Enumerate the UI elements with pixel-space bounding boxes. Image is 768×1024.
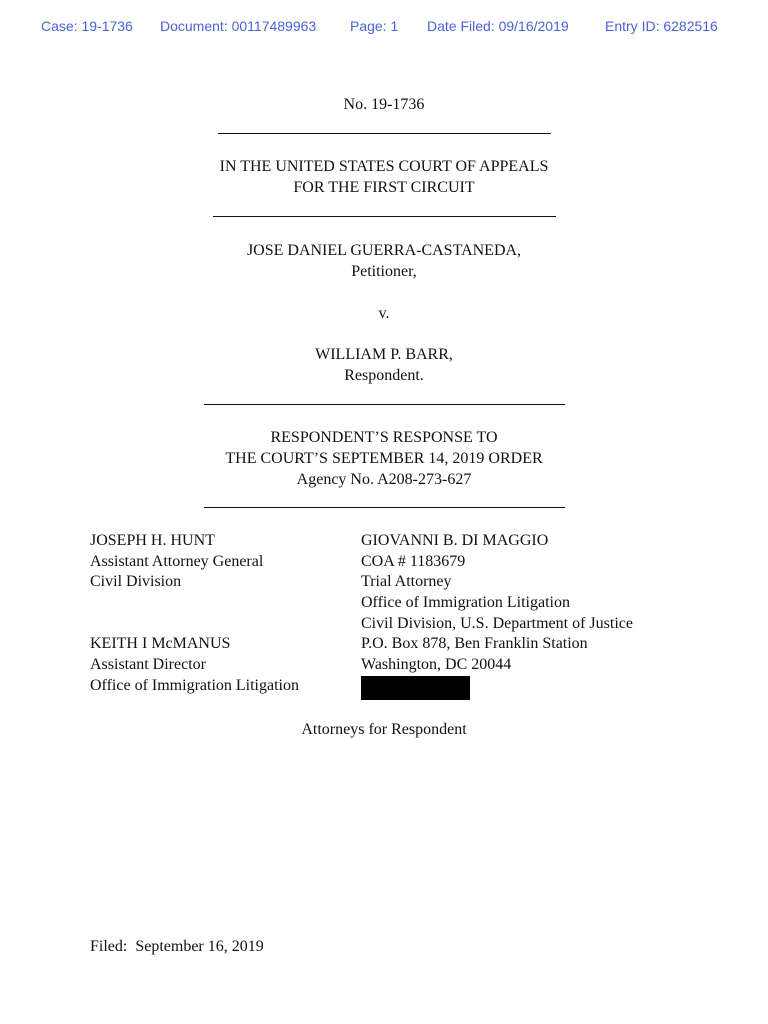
right-counsel-line: Civil Division, U.S. Department of Justice [361, 614, 633, 632]
right-counsel-line: GIOVANNI B. DI MAGGIO [361, 532, 549, 549]
left-counsel-line: Assistant Director [90, 656, 206, 674]
divider-rule [204, 404, 565, 405]
header-page: Page: 1 [350, 18, 399, 34]
agency-number: Agency No. A208-273-627 [296, 471, 472, 488]
petitioner-name: JOSE DANIEL GUERRA-CASTANEDA, [246, 242, 522, 259]
attorneys-for: Attorneys for Respondent [301, 721, 467, 738]
respondent-name: WILLIAM P. BARR, [315, 346, 453, 363]
left-counsel-spacer [90, 614, 299, 635]
right-counsel-line: Trial Attorney [361, 573, 452, 591]
filed-date: Filed: September 16, 2019 [90, 938, 264, 955]
left-counsel-line: KEITH I McMANUS [90, 635, 231, 653]
title-line-1: RESPONDENT’S RESPONSE TO [270, 429, 498, 446]
divider-rule [204, 507, 565, 508]
respondent-role: Respondent. [344, 367, 424, 384]
left-counsel-line: Office of Immigration Litigation [90, 676, 299, 694]
court-line-1: IN THE UNITED STATES COURT OF APPEALS [219, 158, 549, 175]
petitioner-role: Petitioner, [351, 263, 417, 280]
left-counsel-spacer [90, 593, 299, 614]
header-document: Document: 00117489963 [160, 18, 317, 34]
case-number: No. 19-1736 [343, 96, 425, 113]
title-line-2: THE COURT’S SEPTEMBER 14, 2019 ORDER [225, 450, 543, 467]
left-counsel-line: JOSEPH H. HUNT [90, 532, 215, 549]
left-counsel-line: Assistant Attorney General [90, 552, 264, 570]
left-counsel-line: Civil Division [90, 573, 182, 591]
redaction-box [361, 676, 470, 700]
right-counsel-line: P.O. Box 878, Ben Franklin Station [361, 635, 588, 653]
court-line-2: FOR THE FIRST CIRCUIT [293, 179, 475, 196]
header-date-filed: Date Filed: 09/16/2019 [427, 18, 569, 34]
left-counsel-block [90, 531, 299, 697]
right-counsel-line: Washington, DC 20044 [361, 656, 512, 674]
header-entry-id: Entry ID: 6282516 [605, 18, 718, 34]
right-counsel-line: Office of Immigration Litigation [361, 594, 570, 612]
versus: v. [378, 305, 390, 322]
right-counsel-block [361, 531, 633, 676]
divider-rule [213, 216, 556, 217]
header-case: Case: 19-1736 [41, 18, 133, 34]
divider-rule [218, 133, 551, 134]
right-counsel-line: COA # 1183679 [361, 552, 466, 570]
